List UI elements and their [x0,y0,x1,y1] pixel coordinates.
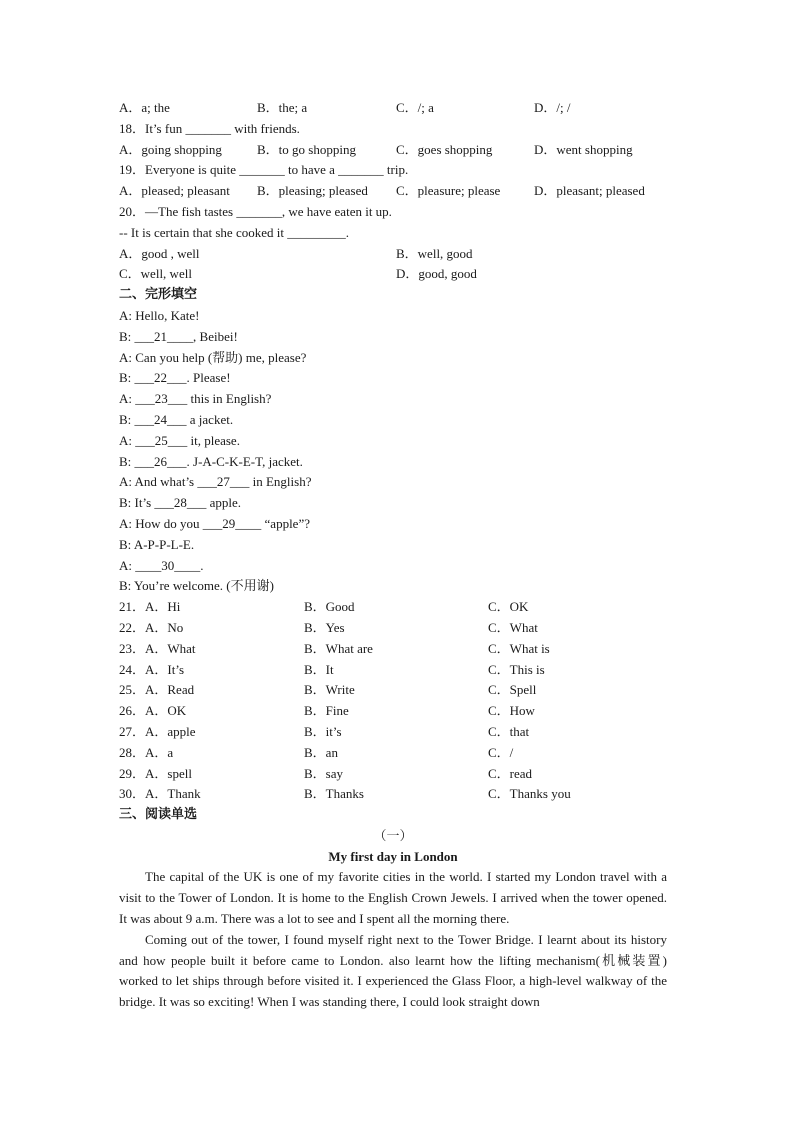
option-a: 28．A．a [119,744,174,760]
dialogue-line: A: Can you help (帮助) me, please? [119,349,307,365]
option-c: C．This is [488,661,545,677]
option-c: C．that [488,723,530,739]
option-b: B．Fine [304,703,349,719]
q18-options [119,140,667,161]
option-c: C．What is [488,640,550,656]
q19-options [119,181,667,202]
option-b: B．Write [304,682,355,698]
dialogue-line: A: Hello, Kate! [119,307,200,323]
q20-stem: 20．—The fish tastes _______, we have eaten it up. [119,203,392,219]
section3-heading: 三、阅读单选 [119,807,198,823]
q20-options-row1 [119,244,667,265]
option-a: 22．A．No [119,619,184,635]
option-a: 29．A．spell [119,765,192,781]
cloze-option-row [119,764,667,785]
q20-option-b: B．well, good [396,245,473,261]
q20-options-row2 [119,264,667,285]
q19-option-d: D．pleasant; pleased [534,183,645,199]
cloze-option-row [119,680,667,701]
option-a: 23．A．What [119,640,196,656]
q18-option-a: A．going shopping [119,141,222,157]
dialogue-line: B: ___26___. J-A-C-K-E-T, jacket. [119,453,303,469]
option-b: B．It [304,661,334,677]
q19-option-a: A．pleased; pleasant [119,183,230,199]
q20-option-c: C．well, well [119,266,192,282]
dialogue-line: A: How do you ___29____ “apple”? [119,515,310,531]
cloze-option-row [119,660,667,681]
passage-number: （一） [373,827,413,843]
option-c: C．Spell [488,682,537,698]
dialogue-line: A: And what’s ___27___ in English? [119,474,312,490]
q18-stem: 18．It’s fun _______ with friends. [119,120,300,136]
option-a: 24．A．It’s [119,661,185,677]
cloze-option-row [119,743,667,764]
q17-option-c: C．/; a [396,100,434,115]
q18-option-c: C．goes shopping [396,141,493,157]
cloze-option-row [119,639,667,660]
dialogue-line: A: ___23___ this in English? [119,391,272,407]
dialogue-line: B: You’re welcome. (不用谢) [119,578,274,594]
option-b: B．Good [304,599,355,615]
q17-option-b: B．the; a [257,100,308,115]
option-a: 26．A．OK [119,703,187,719]
dialogue-line: B: ___24___ a jacket. [119,411,234,427]
q17-options [119,98,667,119]
option-c: C．OK [488,599,529,615]
dialogue-line: B: It’s ___28___ apple. [119,495,242,511]
q17-option-d: D．/; / [534,100,571,115]
page-content [119,98,667,1013]
dialogue-line: B: A-P-P-L-E. [119,536,195,552]
q19-stem: 19．Everyone is quite _______ to have a _______ trip. [119,162,409,178]
cloze-option-row [119,618,667,639]
q20-option-d: D．good, good [396,266,477,282]
option-c: C．/ [488,744,514,760]
cloze-option-row [119,597,667,618]
option-b: B．What are [304,640,373,656]
option-c: C．What [488,619,538,635]
cloze-dialogue [119,306,667,597]
option-a: 21．A．Hi [119,599,181,615]
q17-option-a: A．a; the [119,100,170,115]
option-a: 30．A．Thank [119,786,201,802]
q20-option-a: A．good , well [119,245,200,261]
dialogue-line: A: ___25___ it, please. [119,432,240,448]
passage-paragraph: The capital of the UK is one of my favorite cities in the world. I started my London travel with a visit to the Tower of London. It is home to the English Crown Jewels. I arrived when the tower opened. It was about 9 a.m. There was a lot to see and I spent all the morning there. [119,869,667,927]
option-b: B．it’s [304,723,342,739]
q20-stem-line2: -- It is certain that she cooked it _________. [119,224,349,240]
option-b: B．Yes [304,619,345,635]
cloze-option-row [119,784,667,805]
option-b: B．Thanks [304,786,364,802]
q19-option-c: C．pleasure; please [396,183,501,199]
option-c: C．How [488,703,535,719]
dialogue-line: B: ___21____, Beibei! [119,328,238,344]
option-a: 27．A．apple [119,723,196,739]
passage-title: My first day in London [328,848,458,864]
section2-heading: 二、完形填空 [119,287,198,303]
option-a: 25．A．Read [119,682,195,698]
cloze-option-row [119,722,667,743]
cloze-option-row [119,701,667,722]
passage-paragraph: Coming out of the tower, I found myself right next to the Tower Bridge. I learnt about its history and how people built it before came to London. also learnt how the lifting mechanism(机械装置) worked to let ships through before visited it. I experienced the Glass Floor, a high-level walkway of the bridge. It was so exciting! When I was standing there, I could look straight down [119,931,667,1010]
q18-option-d: D．went shopping [534,141,633,157]
cloze-options [119,597,667,805]
q19-option-b: B．pleasing; pleased [257,183,368,199]
option-c: C．read [488,765,533,781]
dialogue-line: A: ____30____. [119,557,204,573]
option-c: C．Thanks you [488,786,571,802]
dialogue-line: B: ___22___. Please! [119,370,231,386]
q18-option-b: B．to go shopping [257,141,356,157]
option-b: B．say [304,765,344,781]
option-b: B．an [304,744,338,760]
